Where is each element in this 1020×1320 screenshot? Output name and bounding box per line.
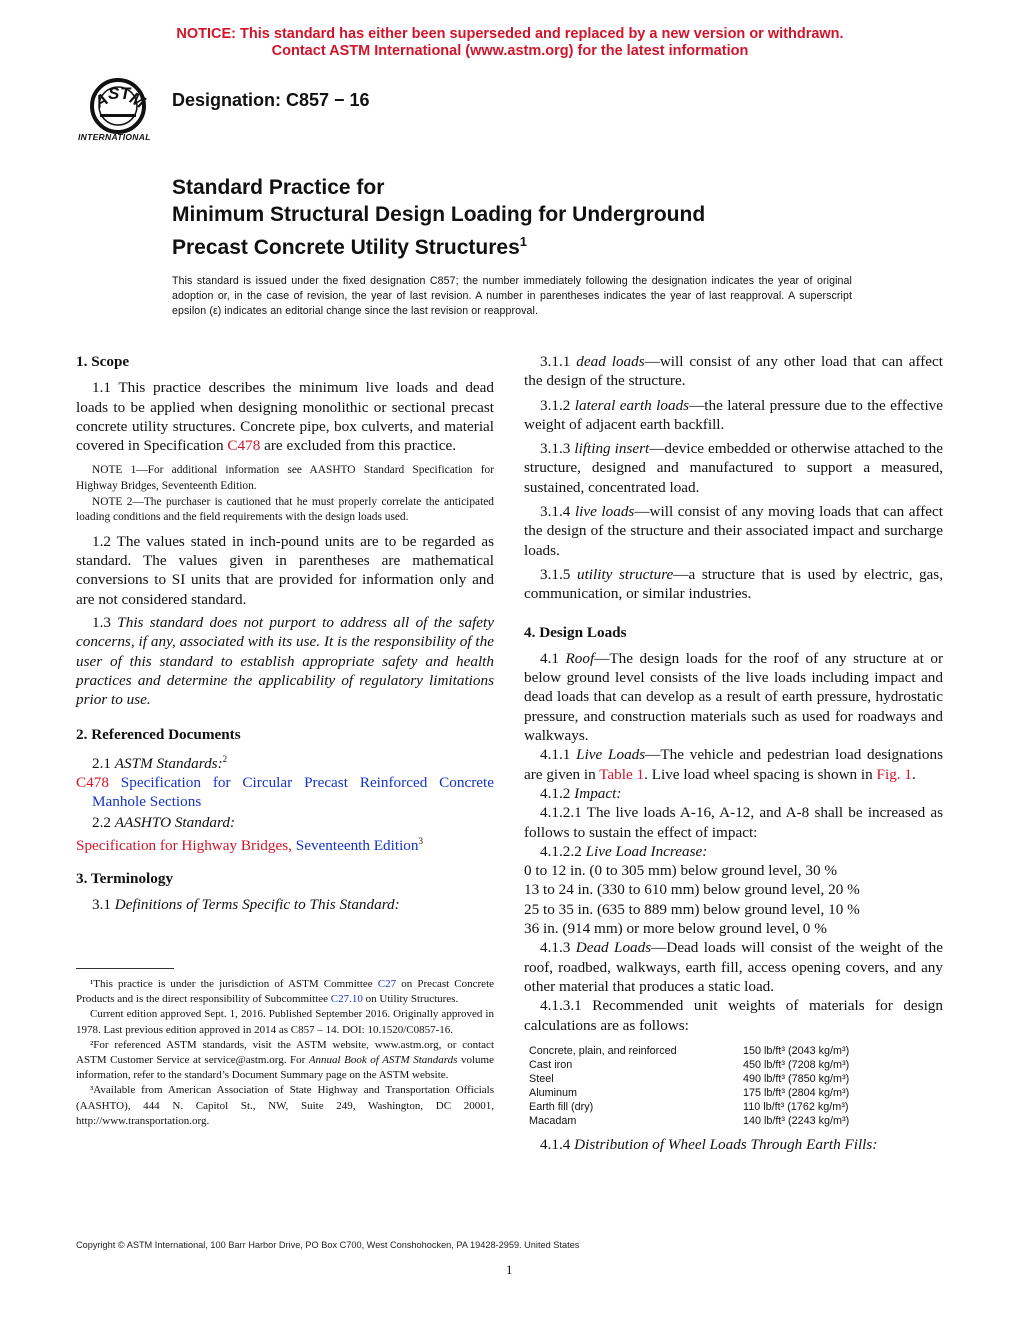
para-4-1-1-end: . <box>912 765 916 783</box>
para-4-1-3-1: 4.1.3.1 Recommended unit weights of materials for design calculations are as follows: <box>524 997 943 1034</box>
material-name: Aluminum <box>529 1086 578 1099</box>
para-4-1-2-2 <box>524 842 943 861</box>
para-4-1-2-2-term: Live Load Increase: <box>585 842 708 860</box>
material-weight: 450 lb/ft³ (7208 kg/m³) <box>743 1058 850 1071</box>
material-weight: 110 lb/ft³ (1762 kg/m³) <box>743 1100 849 1113</box>
increase-row: 36 in. (914 mm) or more below ground level, 0 % <box>524 920 827 938</box>
def-3-1-3-text: —device embedded or otherwise attached to the structure, designed and manufactured to support a measured, sustained, concentrated load. <box>524 440 943 496</box>
section-2-heading: 2. Referenced Documents <box>76 725 241 743</box>
para-1-1 <box>76 378 494 455</box>
unit-weights-table <box>529 1044 849 1128</box>
para-2-2-num: 2.2 <box>92 813 115 831</box>
para-2-1 <box>76 750 494 773</box>
para-4-1-1-term: Live Loads <box>576 746 646 764</box>
para-1-2: 1.2 The values stated in inch-pound units are to be regarded as standard. The values given in parentheses are mathematical conversions to SI units that are provided for information only and are not considered standard. <box>76 532 494 608</box>
material-name: Cast iron <box>529 1058 573 1071</box>
table-row <box>529 1086 849 1100</box>
para-4-1-4 <box>524 1135 943 1154</box>
footnote-2 <box>76 1038 494 1084</box>
para-4-1-2-2-num: 4.1.2.2 <box>540 842 586 860</box>
increase-row: 25 to 35 in. (635 to 889 mm) below ground level, 10 % <box>524 900 860 918</box>
link-table-1[interactable]: Table 1 <box>599 765 645 783</box>
def-3-1-4-term: live loads <box>574 503 635 521</box>
table-row <box>529 1072 849 1086</box>
link-c27[interactable]: C27 <box>377 978 397 990</box>
para-4-1-text: —The design loads for the roof of any structure at or below ground level consists of the live loads including impact and dead loads that can develop as a result of earth pressure, hydrostatic pressure, and construction materials such as used for roadways and walkways. <box>524 649 944 745</box>
para-4-1-2-num: 4.1.2 <box>540 784 575 802</box>
section-1-heading: 1. Scope <box>76 353 130 370</box>
reference-c478[interactable] <box>76 773 494 812</box>
table-row <box>529 1044 849 1058</box>
link-c27-10[interactable]: C27.10 <box>330 993 363 1006</box>
def-3-1-5-num: 3.1.5 <box>540 565 577 583</box>
material-name: Macadam <box>529 1114 577 1127</box>
para-4-1-4-term: Distribution of Wheel Loads Through Earth Fills: <box>574 1135 878 1153</box>
reference-aashto-title[interactable]: Specification for Highway Bridges, <box>76 837 292 855</box>
increase-row: 0 to 12 in. (0 to 305 mm) below ground level, 30 % <box>524 862 837 880</box>
footnotes <box>76 977 494 1129</box>
title-line-2: Minimum Structural Design Loading for Underground <box>172 203 706 226</box>
def-3-1-1-text: —will consist of any other load that can affect the design of the structure. <box>524 353 944 390</box>
table-row <box>529 1114 849 1128</box>
footnote-1-tail: on Utility Structures. <box>362 993 459 1006</box>
notice-line-2: Contact ASTM International (www.astm.org) for the latest information <box>271 43 749 59</box>
table-row <box>529 1100 849 1114</box>
material-weight: 490 lb/ft³ (7850 kg/m³) <box>743 1072 850 1085</box>
reference-aashto-edition[interactable]: Seventeenth Edition <box>291 837 419 855</box>
def-3-1-2 <box>524 396 943 435</box>
material-weight: 140 lb/ft³ (2243 kg/m³) <box>743 1114 850 1127</box>
para-3-1-text: Definitions of Terms Specific to This Standard: <box>114 895 400 913</box>
reference-aashto[interactable] <box>76 832 494 855</box>
material-name: Steel <box>529 1072 554 1085</box>
def-3-1-5-term: utility structure <box>576 565 674 583</box>
para-3-1 <box>76 895 494 914</box>
svg-text:S: S <box>108 84 120 103</box>
right-column <box>524 352 943 1154</box>
para-2-1-num: 2.1 <box>92 754 115 772</box>
document-title <box>172 174 705 261</box>
para-4-1-4-num: 4.1.4 <box>540 1135 575 1153</box>
left-column <box>76 352 494 914</box>
def-3-1-2-term: lateral earth loads <box>574 396 690 414</box>
def-3-1-4-text: —will consist of any moving loads that can affect the design of the structure and their associated impact and surcharge loads. <box>524 503 943 559</box>
material-name: Concrete, plain, and reinforced <box>529 1044 677 1057</box>
para-4-1-3-text: —Dead loads will consist of the weight of the roof, roadbed, walkways, earth fill, access opening covers, and any other material that produces a static load. <box>524 939 943 995</box>
para-4-1-3-term: Dead Loads <box>575 939 652 957</box>
def-3-1-3-num: 3.1.3 <box>540 440 575 458</box>
material-name: Earth fill (dry) <box>529 1100 594 1113</box>
para-4-1-2-term: Impact: <box>574 784 622 802</box>
title-line-3 <box>172 228 705 261</box>
reference-c478-code[interactable]: C478 <box>76 774 109 792</box>
para-1-1-text: 1.1 This practice describes the minimum live loads and dead loads to be applied when designing monolithic or sectional precast concrete utility structures. Concrete pipe, box culverts, and material covered in Specification <box>76 379 494 455</box>
def-3-1-5-text: —a structure that is used by electric, gas, communication, or similar industries. <box>524 565 944 603</box>
para-4-1-1-num: 4.1.1 <box>540 746 577 764</box>
link-fig-1[interactable]: Fig. 1 <box>876 765 912 783</box>
page-number: 1 <box>506 1262 513 1277</box>
link-c478[interactable]: C478 <box>227 437 261 455</box>
designation: Designation: C857 − 16 <box>172 90 370 110</box>
para-3-1-num: 3.1 <box>92 895 115 913</box>
title-footnote-ref: 1 <box>519 234 528 249</box>
para-4-1-2-1: 4.1.2.1 The live loads A-16, A-12, and A-8 shall be increased as follows to sustain the effect of impact: <box>524 804 943 841</box>
section-3-heading: 3. Terminology <box>76 870 174 888</box>
para-4-1-3 <box>524 938 943 996</box>
footnote-ref-3: 3 <box>418 836 423 847</box>
def-3-1-2-text: —the lateral pressure due to the effective weight of adjacent earth backfill. <box>524 396 944 433</box>
notice-line-1: NOTICE: This standard has either been superseded and replaced by a new version or withdrawn. <box>176 26 844 42</box>
def-3-1-2-num: 3.1.2 <box>540 396 575 414</box>
def-3-1-4 <box>524 502 943 560</box>
copyright-footer: Copyright © ASTM International, 100 Barr Harbor Drive, PO Box C700, West Conshohocken, PA 19428-2959. United States <box>76 1240 580 1250</box>
para-4-1-3-num: 4.1.3 <box>540 939 576 957</box>
title-line-3-text: Precast Concrete Utility Structures <box>172 236 520 259</box>
para-1-3-num: 1.3 <box>92 614 118 632</box>
footnote-2-italic: Annual Book of ASTM Standards <box>308 1054 458 1067</box>
para-2-1-text: ASTM Standards: <box>114 754 223 772</box>
def-3-1-1 <box>524 352 943 391</box>
def-3-1-3 <box>524 439 943 497</box>
para-1-3 <box>76 613 494 709</box>
note-2: NOTE 2—The purchaser is cautioned that he must properly correlate the anticipated loading conditions and the field requirements with the design loads used. <box>76 495 494 524</box>
def-3-1-4-num: 3.1.4 <box>540 503 575 521</box>
para-2-2-text: AASHTO Standard: <box>114 813 236 831</box>
para-4-1-num: 4.1 <box>540 649 566 667</box>
footnote-2-text: ²For referenced ASTM standards, visit the ASTM website, www.astm.org, or contact ASTM Customer Service at service@astm.org. For <box>76 1038 494 1067</box>
table-row <box>529 1058 849 1072</box>
material-weight: 150 lb/ft³ (2043 kg/m³) <box>743 1044 850 1057</box>
svg-text:M: M <box>126 88 149 113</box>
material-weight: 175 lb/ft³ (2804 kg/m³) <box>743 1086 850 1099</box>
para-2-2 <box>76 813 494 832</box>
para-4-1 <box>524 649 943 745</box>
def-3-1-3-term: lifting insert <box>574 440 650 458</box>
issuance-statement: This standard is issued under the fixed designation C857; the number immediately following the designation indicates the year of original adoption or, in the case of revision, the year of last revision. A number in parentheses indicates the year of last reapproval. A superscript epsilon (ε) indicates an editorial change since the last revision or reapproval. <box>172 275 852 317</box>
footnote-1-edition: Current edition approved Sept. 1, 2016. Published September 2016. Originally approved in 1978. Last previous edition approved in 2014 as C857 – 14. DOI: 10.1520/C0857-16. <box>76 1008 494 1036</box>
footnote-1-mid: on Precast Concrete Products and is the direct responsibility of Subcommittee <box>76 978 495 1006</box>
para-1-1-tail: are excluded from this practice. <box>260 437 456 455</box>
astm-logo <box>76 76 162 146</box>
withdrawal-notice <box>0 26 1020 60</box>
para-4-1-1 <box>524 745 943 784</box>
def-3-1-1-term: dead loads <box>576 353 645 370</box>
footnote-2-tail: volume information, refer to the standard’s Document Summary page on the ASTM website. <box>76 1054 494 1082</box>
logo-label: INTERNATIONAL <box>78 132 151 142</box>
footnote-1 <box>76 977 494 1007</box>
para-4-1-1-text: —The vehicle and pedestrian load designations are given in <box>524 746 943 783</box>
para-4-1-2 <box>524 784 943 803</box>
footnote-divider <box>76 968 174 969</box>
increase-row: 13 to 24 in. (330 to 610 mm) below ground level, 20 % <box>524 881 860 899</box>
def-3-1-5 <box>524 565 943 604</box>
para-4-1-term: Roof <box>565 649 595 667</box>
note-1: NOTE 1—For additional information see AASHTO Standard Specification for Highway Bridges, Seventeenth Edition. <box>76 464 494 493</box>
svg-text:T: T <box>120 84 131 103</box>
title-line-1: Standard Practice for <box>172 176 385 199</box>
svg-text:A: A <box>91 89 112 112</box>
reference-c478-title[interactable]: Specification for Circular Precast Reinforced Concrete Manhole Sections <box>92 774 494 811</box>
footnote-3: ³Available from American Association of State Highway and Transportation Officials (AASHTO), 444 N. Capitol St., NW, Suite 249, Washington, DC 20001, http://www.transportation.org. <box>76 1084 494 1127</box>
footnote-ref-2: 2 <box>222 753 228 764</box>
def-3-1-1-num: 3.1.1 <box>540 353 577 370</box>
para-1-3-text: This standard does not purport to address all of the safety concerns, if any, associated with its use. It is the responsibility of the user of this standard to establish appropriate safety and health practices and determine the applicability of regulatory limitations prior to use. <box>76 614 494 709</box>
section-4-heading: 4. Design Loads <box>524 623 627 641</box>
footnote-1-text: ¹This practice is under the jurisdiction of ASTM Committee <box>90 978 378 990</box>
para-4-1-1-mid: . Live load wheel spacing is shown in <box>644 765 877 783</box>
